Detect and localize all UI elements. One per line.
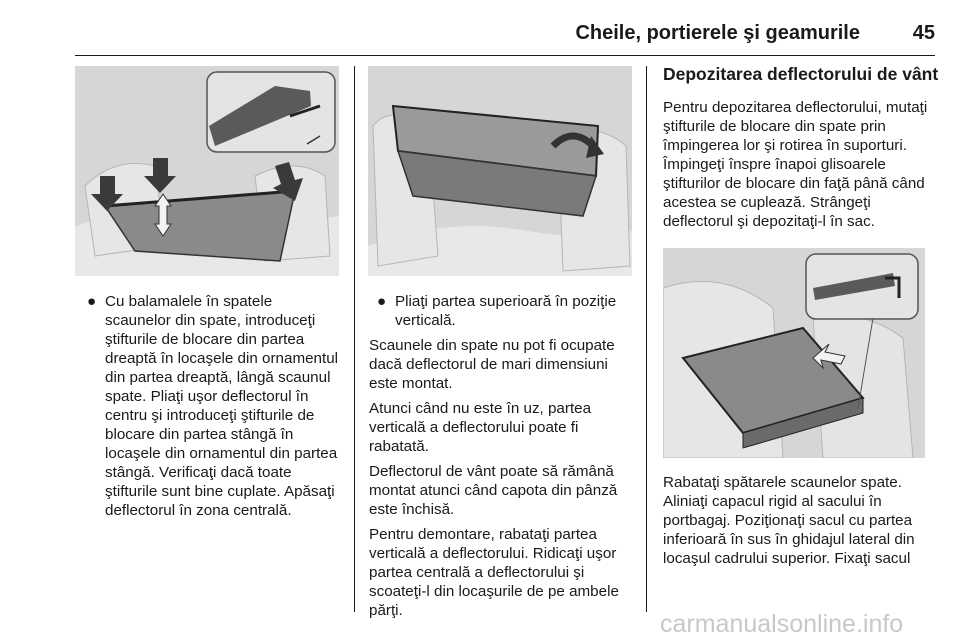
bullet-icon: ● [377,293,387,310]
bullet-text: Cu balamalele în spatele scaunelor din spate, introduceţi ştifturile de blocare din partea dreaptă în locaşele din ornamentul din partea dreaptă, lângă scaunul spate. Pliaţi uşor deflectorul în centru şi introduceţi ştifturile de blocare din partea stângă în locaşele din ornamentul din partea stângă. Verificaţi dacă toate ştifturile sunt bine cuplate. Apăsaţi deflectorul în zona centrală. [105,293,339,519]
illustration-deflector-fold [368,66,632,276]
paragraph: Rabataţi spătarele scaunelor spate. Aliniaţi capacul rigid al sacului în portbagaj. Poziţionaţi sacul cu partea inferioară în sus în ghidajul lateral din locaşul cadrului superior. Fixaţi sacul [663,474,915,567]
paragraph: Scaunele din spate nu pot fi ocupate dacă deflectorul de mari dimensiuni este montat. [369,337,615,392]
paragraph: Atunci când nu este în uz, partea verticală a deflectorului poate fi rabatată. [369,400,592,455]
page-header-title: Cheile, portierele şi geamurile [575,22,860,44]
column-2-text [369,292,635,626]
bullet-item [79,292,341,520]
bullet-item [369,292,635,330]
column-divider-2 [646,66,647,612]
illustration-deflector-install [75,66,339,276]
paragraph: Pentru demontare, rabataţi partea verticală a deflectorului. Ridicaţi uşor partea centrală a deflectorului şi scoateţi-l din locaşurile de pe ambele părţi. [369,526,619,619]
section-heading: Depozitarea deflectorului de vânt [663,64,939,84]
header-rule [75,55,935,56]
column-divider-1 [354,66,355,612]
bullet-icon: ● [87,293,97,310]
page-number: 45 [912,22,935,44]
paragraph: Deflectorul de vânt poate să rămână montat atunci când capota din pânză este închisă. [369,463,618,518]
illustration-deflector-storage [663,248,925,458]
watermark: carmanualsonline.info [660,610,904,638]
paragraph: Pentru depozitarea deflectorului, mutaţi ştifturile de blocare din spate prin împingerea lor şi rotirea în suporturi. Împingeţi înspre înapoi glisoarele ştifturilor de blocare din faţă până când acestea se cuplează. Strângeţi deflectorul şi depozitaţi-l în sac. [663,99,928,230]
bullet-text: Pliaţi partea superioară în poziţie verticală. [395,293,617,329]
column-3-text-top [663,98,929,237]
column-1-text [79,292,341,520]
column-3-text-bottom [663,473,929,574]
